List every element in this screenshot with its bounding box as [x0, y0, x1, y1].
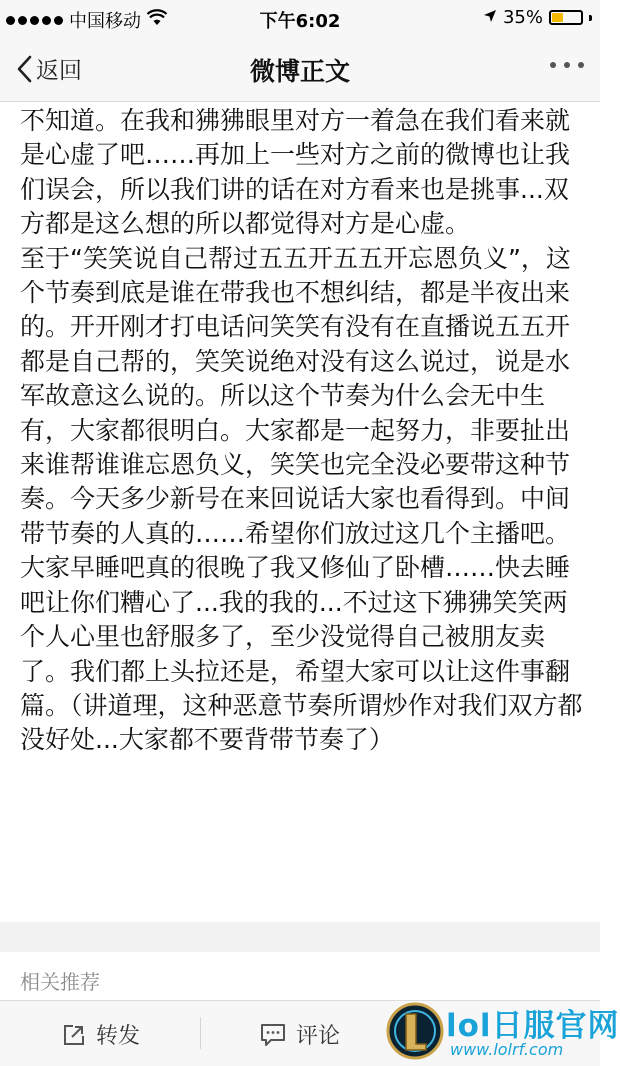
battery-percent: 35%: [502, 7, 543, 28]
battery-tip: [589, 15, 592, 21]
battery-level: [552, 13, 563, 22]
repost-icon: [62, 1023, 86, 1047]
comment-button[interactable]: [260, 1019, 340, 1050]
comment-label: 评论: [296, 1024, 341, 1049]
section-divider: [0, 922, 600, 952]
back-label: 返回: [36, 58, 82, 84]
related-recommendations-label: 相关推荐: [20, 970, 100, 994]
location-arrow-icon: [483, 7, 497, 28]
status-bar: [0, 0, 600, 36]
carrier-name: 中国移动: [69, 11, 141, 32]
status-right: [483, 7, 592, 28]
comment-icon: [260, 1023, 286, 1047]
article-body: [20, 104, 586, 758]
battery-icon: [549, 10, 583, 25]
watermark-site-name: lol日服官网: [446, 1008, 620, 1044]
watermark-url: www.lolrf.com: [450, 1040, 564, 1059]
article-paragraph: 不知道。在我和狒狒眼里对方一着急在我们看来就是心虚了吧……再加上一些对方之前的微博也让我们误会，所以我们讲的话在对方看来也是挑事...双方都是这么想的所以都觉得对方是心虚。: [20, 106, 571, 239]
article-paragraph: 大家早睡吧真的很晚了我又修仙了卧槽……快去睡吧让你们糟心了...我的我的...不过这下狒狒笑笑两个人心里也舒服多了，至少没觉得自己被朋友卖了。我们都上头拉还是，希望大家可以让这件事翻篇。（讲道理，这种恶意节奏所谓炒作对我们双方都没好处...大家都不要背带节奏了）: [20, 553, 583, 755]
article-paragraph: 至于“笑笑说自己帮过五五开五五开忘恩负义”，这个节奏到底是谁在带我也不想纠结，都是半夜出来的。开开刚才打电话问笑笑有没有在直播说五五开都是自己帮的，笑笑说绝对没有这么说过，说是水军故意这么说的。所以这个节奏为什么会无中生有，大家都很明白。大家都是一起努力，非要扯出来谁帮谁谁忘恩负义，笑笑也完全没必要带这种节奏。今天多少新号在来回说话大家也看得到。中间带节奏的人真的……希望你们放过这几个主播吧。: [20, 243, 571, 548]
status-time: 下午6:02: [259, 11, 341, 32]
league-logo-icon: [386, 1000, 444, 1062]
nav-bar: [0, 36, 600, 102]
site-watermark: [380, 998, 620, 1066]
toolbar-divider: [200, 1017, 201, 1049]
more-options-icon[interactable]: [550, 56, 584, 74]
repost-button[interactable]: [62, 1019, 140, 1050]
repost-label: 转发: [96, 1024, 141, 1049]
page-title: 微博正文: [249, 57, 350, 86]
